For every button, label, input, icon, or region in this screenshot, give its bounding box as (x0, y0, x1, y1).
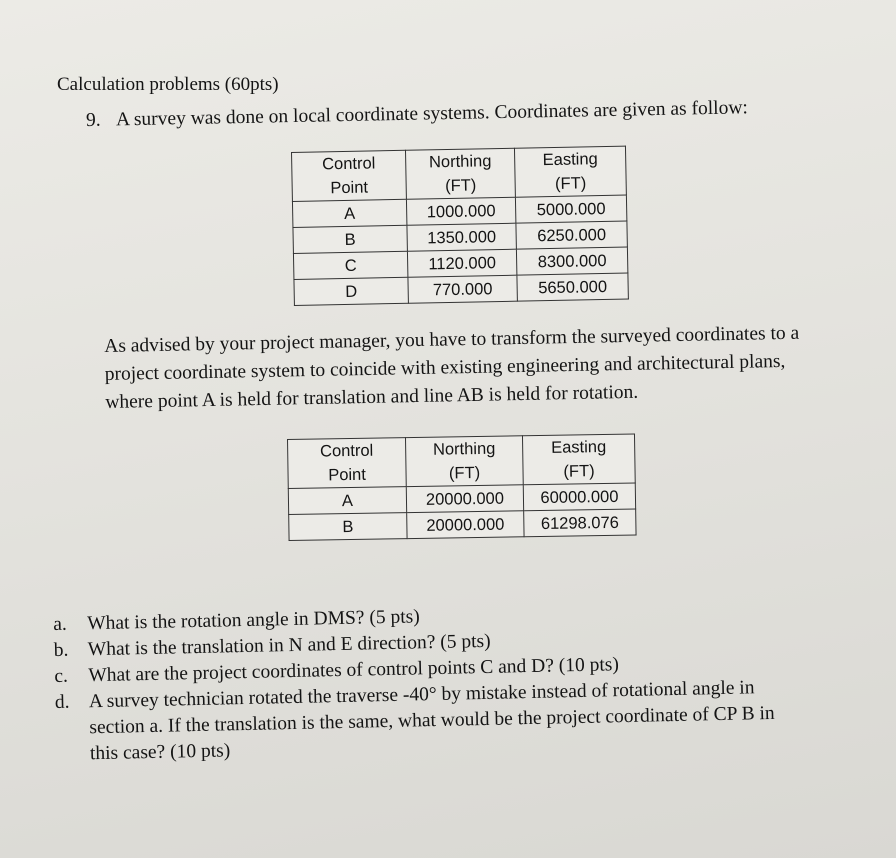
paragraph-line: where point A is held for translation and line AB is held for rotation. (105, 381, 639, 413)
part-label: a. (53, 613, 68, 635)
northing-cell: 1000.000 (406, 197, 515, 225)
point-cell: C (293, 251, 407, 279)
northing-cell: 1120.000 (407, 249, 516, 277)
part-d (55, 672, 896, 768)
local-coordinates-table (291, 146, 629, 306)
part-text: this case? (10 pts) (89, 740, 231, 765)
header-control-point: Control Point (288, 438, 407, 489)
instructions-paragraph (104, 318, 885, 417)
project-coordinates-table (287, 434, 637, 541)
part-text: What is the translation in N and E direction? (5 pts) (87, 630, 491, 661)
part-label: b. (53, 639, 69, 661)
table-header-row (292, 146, 627, 201)
header-easting: Easting (FT) (514, 146, 626, 197)
part-label: d. (54, 691, 70, 713)
part-text: What are the project coordinates of control points C and D? (10 pts) (88, 654, 620, 687)
easting-cell: 5650.000 (517, 273, 628, 301)
northing-cell: 770.000 (408, 275, 517, 303)
easting-cell: 6250.000 (516, 221, 627, 249)
easting-cell: 5000.000 (515, 195, 626, 223)
paragraph-line: As advised by your project manager, you have to transform the surveyed coordinates to a (104, 322, 800, 357)
header-control-point: Control Point (292, 150, 407, 201)
question-number: 9. (85, 109, 101, 131)
table-row (289, 509, 636, 540)
point-cell: A (292, 199, 406, 227)
point-cell: B (293, 225, 407, 253)
easting-cell: 8300.000 (516, 247, 627, 275)
easting-cell: 61298.076 (524, 509, 636, 537)
header-northing: Northing (FT) (405, 148, 515, 199)
question-text: A survey was done on local coordinate systems. Coordinates are given as follow: (115, 97, 749, 131)
part-text: A survey technician rotated the traverse -40° by mistake instead of rotational angle in (88, 677, 755, 713)
northing-cell: 20000.000 (407, 511, 524, 539)
point-cell: D (294, 277, 408, 305)
northing-cell: 1350.000 (407, 223, 516, 251)
part-text: What is the rotation angle in DMS? (5 pts) (87, 606, 420, 635)
table-row (294, 273, 628, 305)
header-northing: Northing (FT) (405, 436, 523, 487)
paragraph-line: project coordinate system to coincide with existing engineering and architectural plans, (104, 350, 786, 385)
northing-cell: 20000.000 (406, 485, 523, 513)
point-cell: B (289, 513, 407, 541)
point-cell: A (288, 487, 406, 515)
part-text: section a. If the translation is the same, what would be the project coordinate of CP B in (89, 702, 775, 739)
question-parts (53, 594, 896, 768)
section-heading: Calculation problems (60pts) (57, 74, 279, 95)
header-easting: Easting (FT) (522, 434, 635, 485)
question-9 (86, 97, 748, 132)
part-label: c. (54, 665, 69, 687)
table-header-row (288, 434, 636, 488)
easting-cell: 60000.000 (523, 483, 635, 511)
